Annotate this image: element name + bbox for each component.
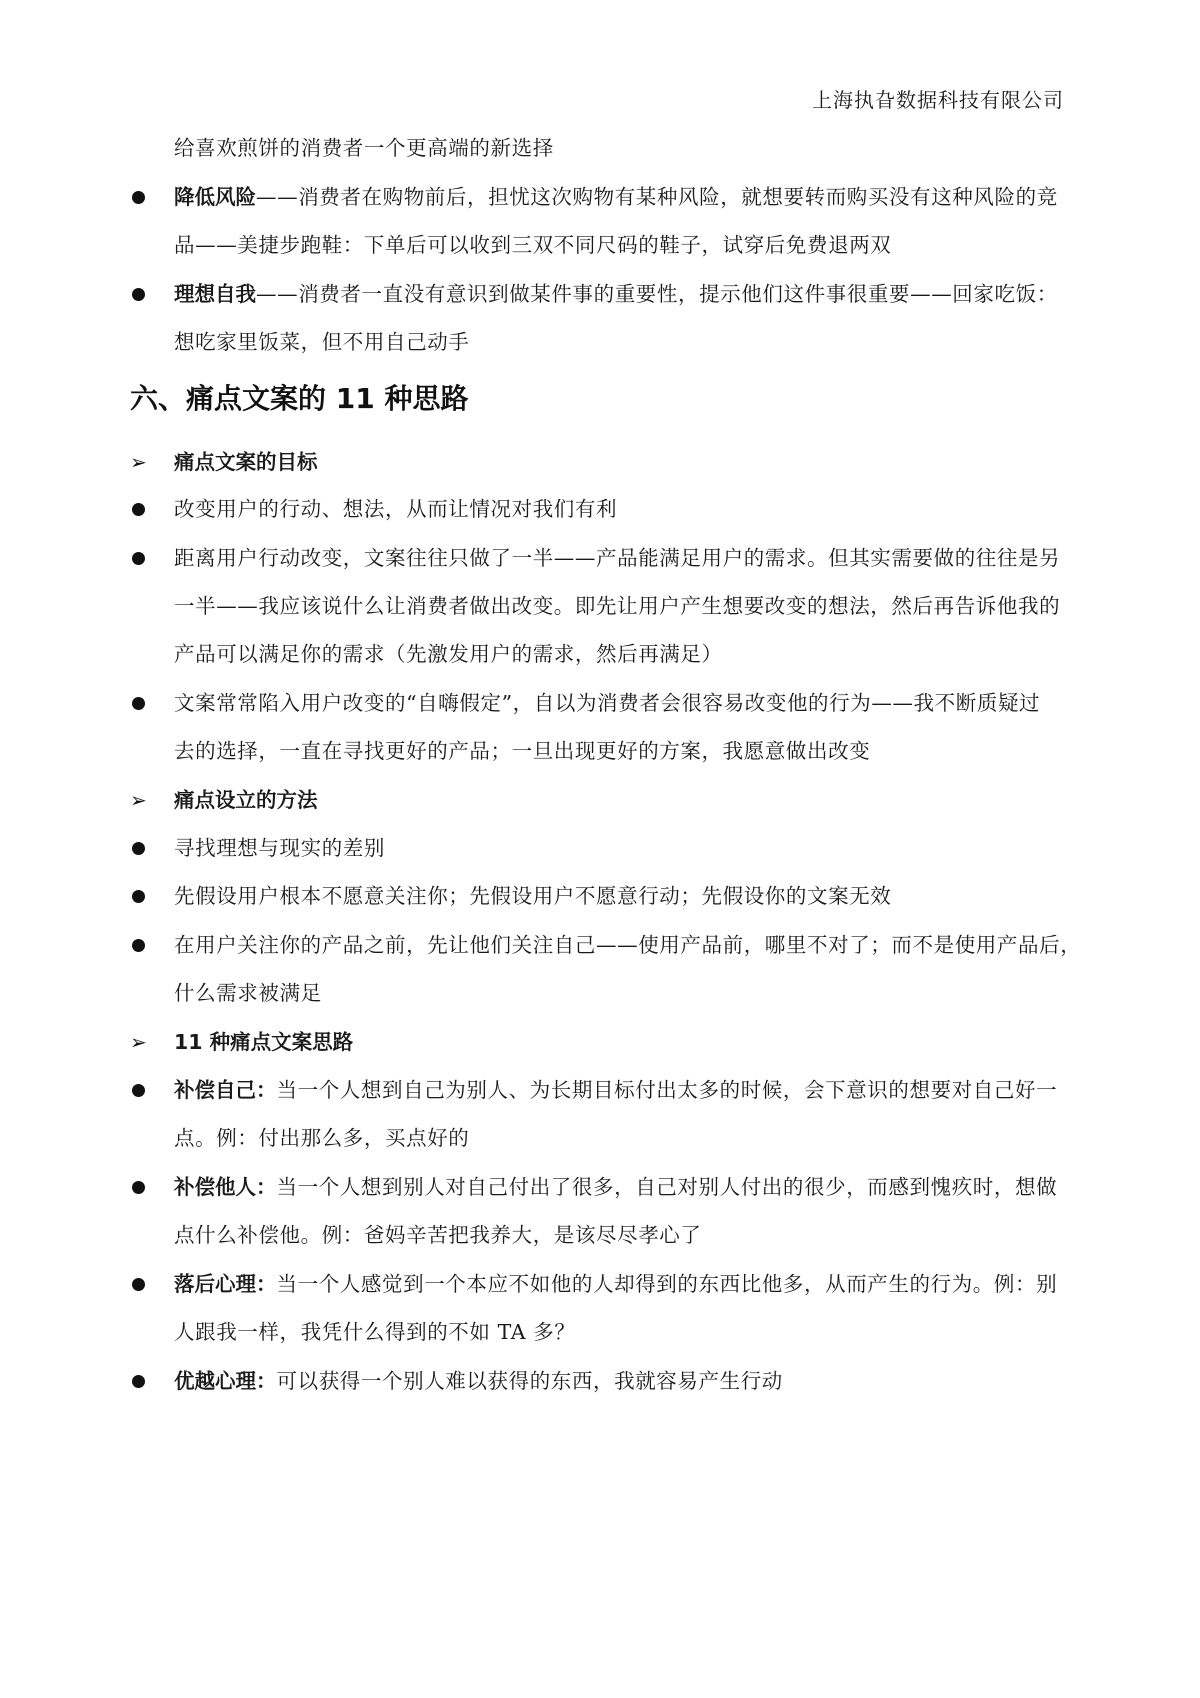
arrow-bullet-icon: ➢ [130,1030,147,1054]
bullet-icon [132,503,145,516]
subsection-title: 痛点文案的目标 [174,450,318,474]
list-item: 先假设用户根本不愿意关注你；先假设用户不愿意行动；先假设你的文案无效 [174,884,892,908]
list-item [174,184,1094,210]
list-item [174,1368,1094,1394]
list-item-cont: 想吃家里饭菜，但不用自己动手 [174,330,470,354]
list-item-cont: 点。例：付出那么多，买点好的 [174,1126,470,1150]
item-text: ——消费者在购物前后，担忧这次购物有某种风险，就想要转而购买没有这种风险的竞 [256,185,1058,209]
list-item [174,1077,1094,1103]
list-item: 距离用户行动改变，文案往往只做了一半——产品能满足用户的需求。但其实需要做的往往是另 [174,546,1061,570]
bullet-icon [132,842,145,855]
bullet-icon [132,1375,145,1388]
item-text: ——消费者一直没有意识到做某件事的重要性，提示他们这件事很重要——回家吃饭： [256,282,1058,306]
bullet-icon [132,939,145,952]
list-item-cont: 人跟我一样，我凭什么得到的不如 TA 多？ [174,1320,576,1344]
bullet-icon [132,1181,145,1194]
continuation-line: 给喜欢煎饼的消费者一个更高端的新选择 [174,136,554,160]
item-keyword: 补偿自己： [174,1078,277,1102]
list-item-cont: 点什么补偿他。例：爸妈辛苦把我养大，是该尽尽孝心了 [174,1223,702,1247]
item-text: 当一个人想到自己为别人、为长期目标付出太多的时候，会下意识的想要对自己好一 [276,1078,1058,1102]
bullet-icon [132,890,145,903]
bullet-icon [132,552,145,565]
bullet-icon [132,191,145,204]
bullet-icon [132,697,145,710]
section-title: 六、痛点文案的 11 种思路 [130,382,469,415]
arrow-bullet-icon: ➢ [130,450,147,474]
subsection-title: 痛点设立的方法 [174,788,318,812]
list-item-cont: 品——美捷步跑鞋：下单后可以收到三双不同尺码的鞋子，试穿后免费退两双 [174,233,892,257]
list-item: 文案常常陷入用户改变的“自嗨假定”，自以为消费者会很容易改变他的行为——我不断质疑过 [174,691,1041,715]
list-item: 寻找理想与现实的差别 [174,836,385,860]
subsection-title: 11 种痛点文案思路 [174,1030,354,1054]
list-item-cont: 什么需求被满足 [174,981,322,1005]
list-item: 在用户关注你的产品之前，先让他们关注自己——使用产品前，哪里不对了；而不是使用产品后， [174,933,1082,957]
list-item [174,1271,1094,1297]
bullet-icon [132,1084,145,1097]
arrow-bullet-icon: ➢ [130,788,147,812]
item-keyword: 优越心理： [174,1369,277,1393]
list-item-cont: 去的选择，一直在寻找更好的产品；一旦出现更好的方案，我愿意做出改变 [174,739,871,763]
bullet-icon [132,1278,145,1291]
item-keyword: 理想自我 [174,282,256,306]
item-keyword: 落后心理： [174,1272,277,1296]
list-item [174,1174,1094,1200]
item-keyword: 降低风险 [174,185,256,209]
list-item-cont: 一半——我应该说什么让消费者做出改变。即先让用户产生想要改变的想法，然后再告诉他我的 [174,594,1061,618]
list-item: 改变用户的行动、想法，从而让情况对我们有利 [174,497,618,521]
item-text: 当一个人感觉到一个本应不如他的人却得到的东西比他多，从而产生的行为。例：别 [276,1272,1058,1296]
item-keyword: 补偿他人： [174,1175,277,1199]
item-text: 当一个人想到别人对自己付出了很多，自己对别人付出的很少，而感到愧疚时，想做 [276,1175,1058,1199]
company-header: 上海执旮数据科技有限公司 [812,88,1064,112]
list-item [174,281,1094,307]
bullet-icon [132,288,145,301]
item-text: 可以获得一个别人难以获得的东西，我就容易产生行动 [276,1369,783,1393]
list-item-cont: 产品可以满足你的需求（先激发用户的需求，然后再满足） [174,642,723,666]
